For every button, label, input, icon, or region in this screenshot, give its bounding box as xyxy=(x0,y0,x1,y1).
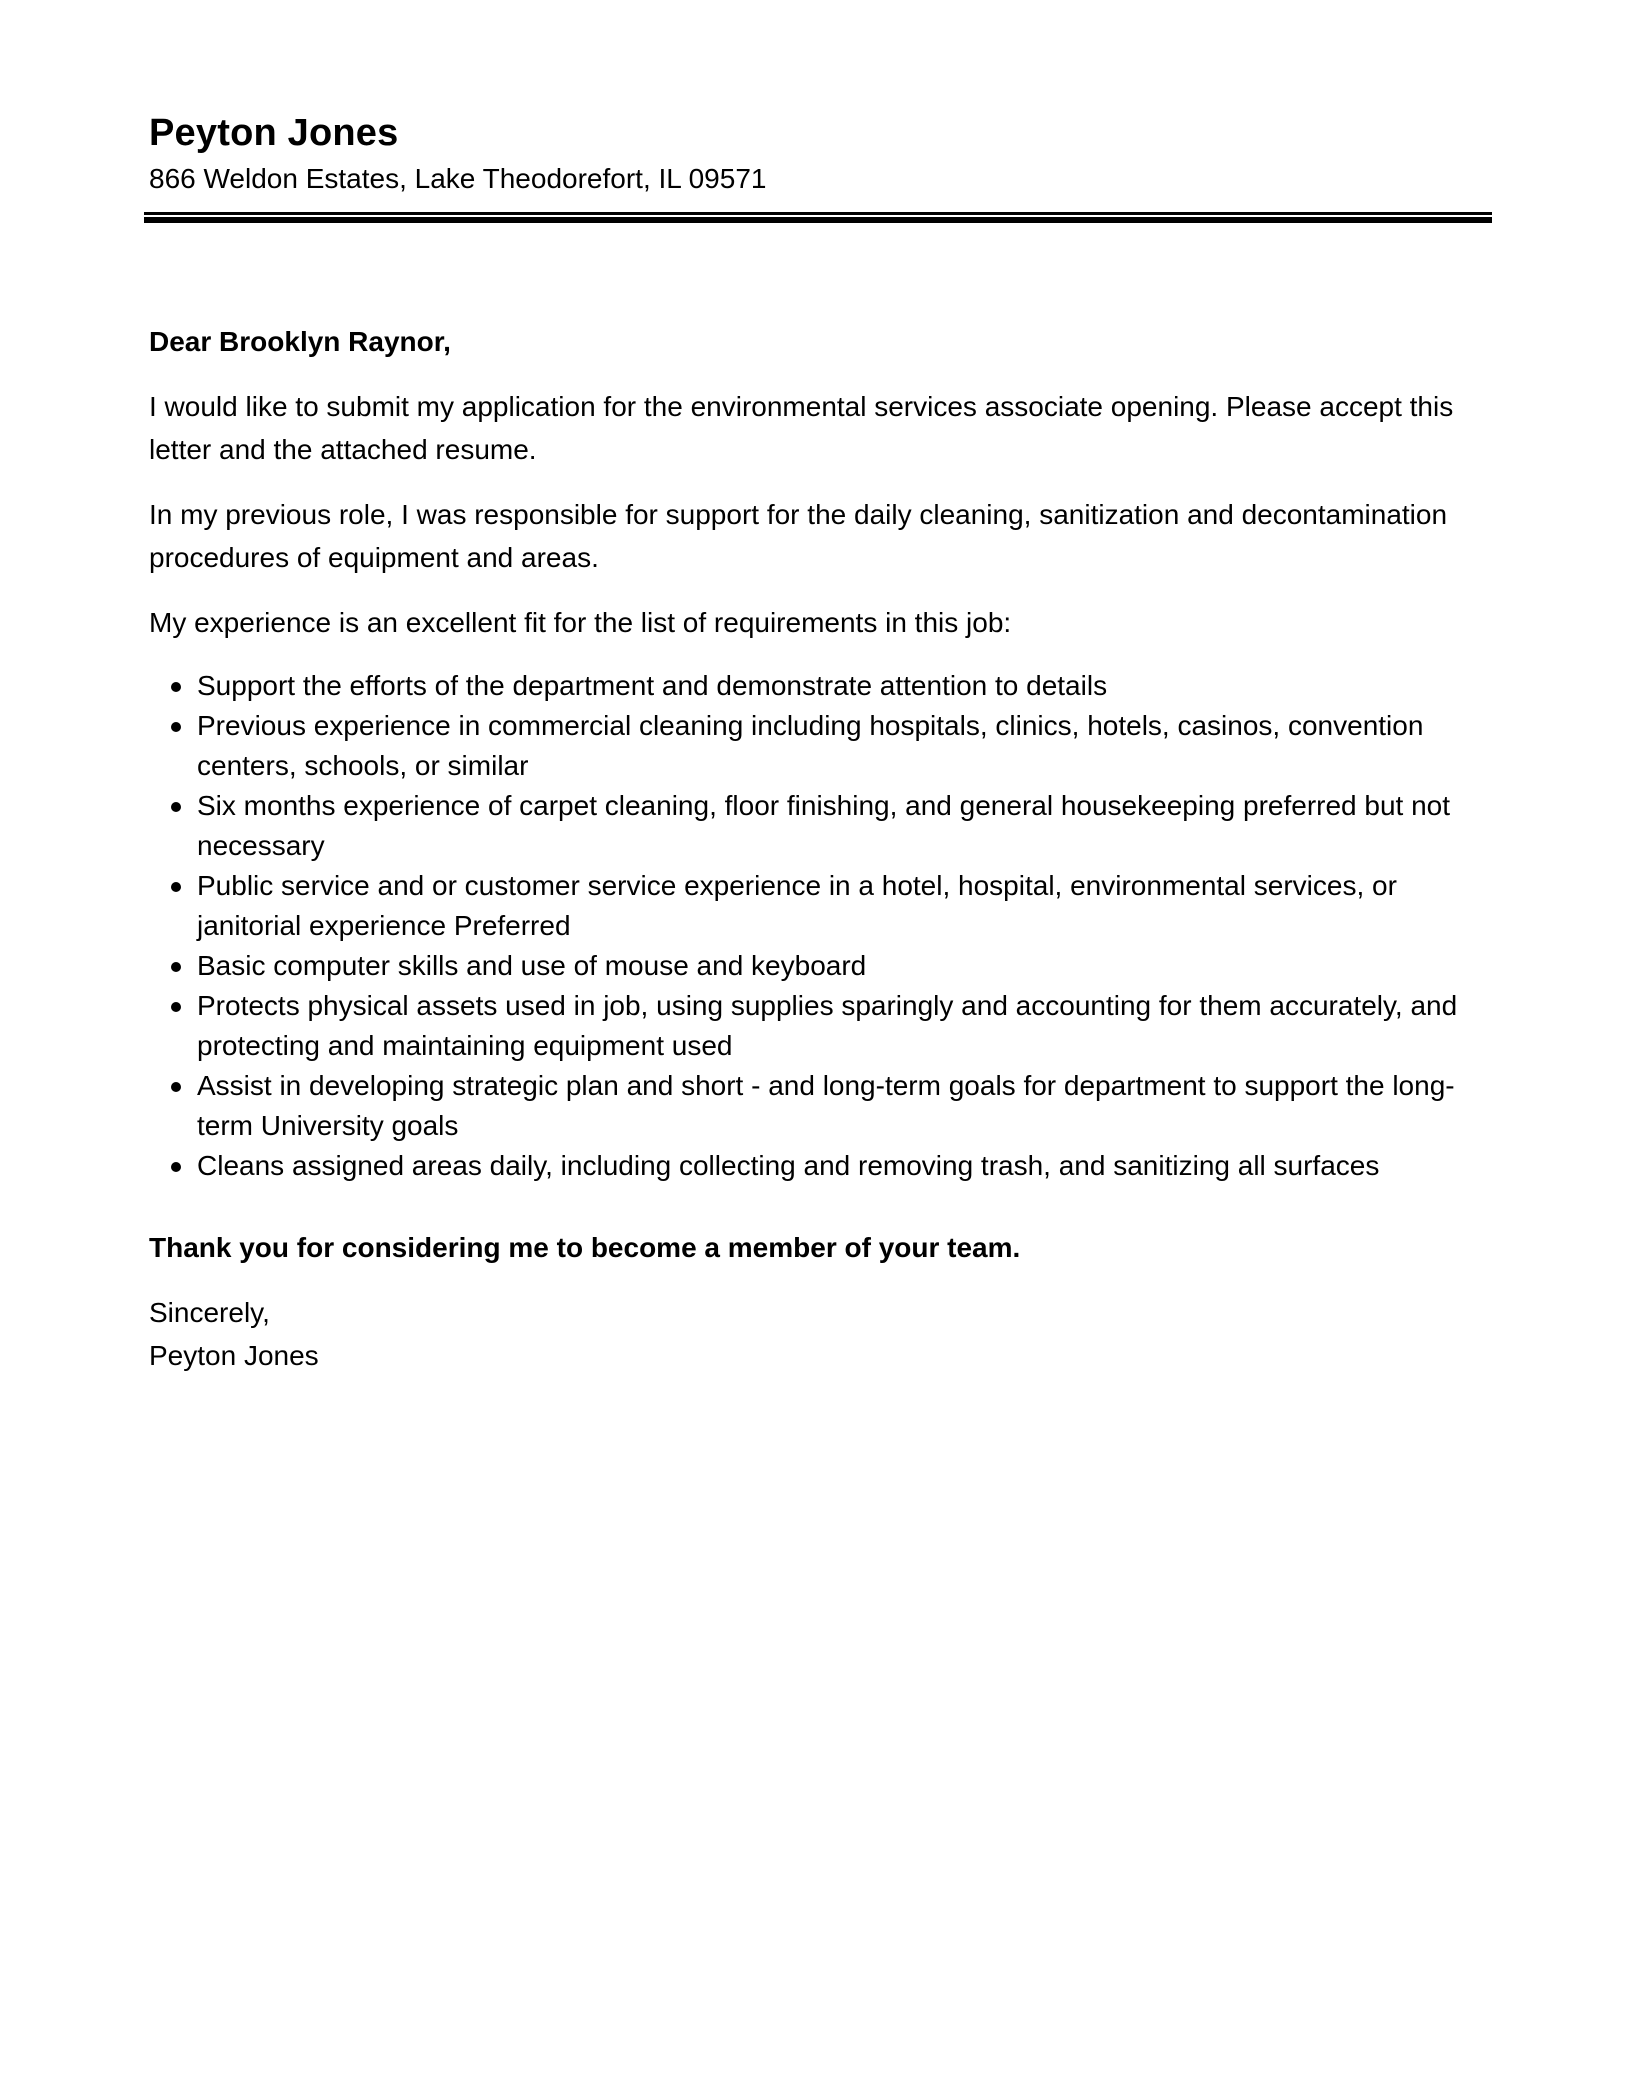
intro-paragraph: I would like to submit my application for the environmental services associate opening. Please accept this letter and the attached resume. xyxy=(149,391,1454,465)
closing-line: Thank you for considering me to become a member of your team. xyxy=(149,1232,1021,1263)
list-item-text: Previous experience in commercial cleaning including hospitals, clinics, hotels, casinos, convention centers, schools, or similar xyxy=(197,710,1424,781)
requirements-list xyxy=(149,666,1489,1186)
letter-body xyxy=(149,320,1489,1377)
requirements-intro: My experience is an excellent fit for the list of requirements in this job: xyxy=(149,607,1012,638)
header-divider-thick-line xyxy=(144,217,1492,223)
list-item-text: Six months experience of carpet cleaning, floor finishing, and general housekeeping preferred but not necessary xyxy=(197,790,1451,861)
list-item xyxy=(149,866,1489,946)
bullet-icon xyxy=(171,1002,181,1012)
list-item-text: Cleans assigned areas daily, including collecting and removing trash, and sanitizing all surfaces xyxy=(197,1150,1380,1181)
list-item-text: Protects physical assets used in job, using supplies sparingly and accounting for them accurately, and protecting and maintaining equipment used xyxy=(197,990,1458,1061)
list-item-text: Assist in developing strategic plan and short - and long-term goals for department to support the long-term University goals xyxy=(197,1070,1455,1141)
list-item-text: Public service and or customer service experience in a hotel, hospital, environmental services, or janitorial experience Preferred xyxy=(197,870,1397,941)
salutation: Dear Brooklyn Raynor, xyxy=(149,326,451,357)
experience-paragraph: In my previous role, I was responsible for support for the daily cleaning, sanitization and decontamination procedures of equipment and areas. xyxy=(149,499,1448,573)
letter-header xyxy=(149,108,1489,198)
bullet-icon xyxy=(171,882,181,892)
list-item-text: Support the efforts of the department and demonstrate attention to details xyxy=(197,670,1108,701)
list-item xyxy=(149,706,1489,786)
list-item-text: Basic computer skills and use of mouse and keyboard xyxy=(197,950,867,981)
list-item xyxy=(149,1066,1489,1146)
list-item xyxy=(149,986,1489,1066)
signoff: Sincerely, xyxy=(149,1297,270,1328)
bullet-icon xyxy=(171,1082,181,1092)
list-item xyxy=(149,946,1489,986)
bullet-icon xyxy=(171,802,181,812)
header-divider-thin-line xyxy=(144,212,1492,215)
header-divider xyxy=(144,212,1492,223)
sender-name: Peyton Jones xyxy=(149,112,399,154)
bullet-icon xyxy=(171,962,181,972)
list-item xyxy=(149,786,1489,866)
bullet-icon xyxy=(171,722,181,732)
list-item xyxy=(149,666,1489,706)
bullet-icon xyxy=(171,682,181,692)
list-item xyxy=(149,1146,1489,1186)
sender-address: 866 Weldon Estates, Lake Theodorefort, IL 09571 xyxy=(149,163,767,194)
signature-name: Peyton Jones xyxy=(149,1340,319,1371)
bullet-icon xyxy=(171,1162,181,1172)
